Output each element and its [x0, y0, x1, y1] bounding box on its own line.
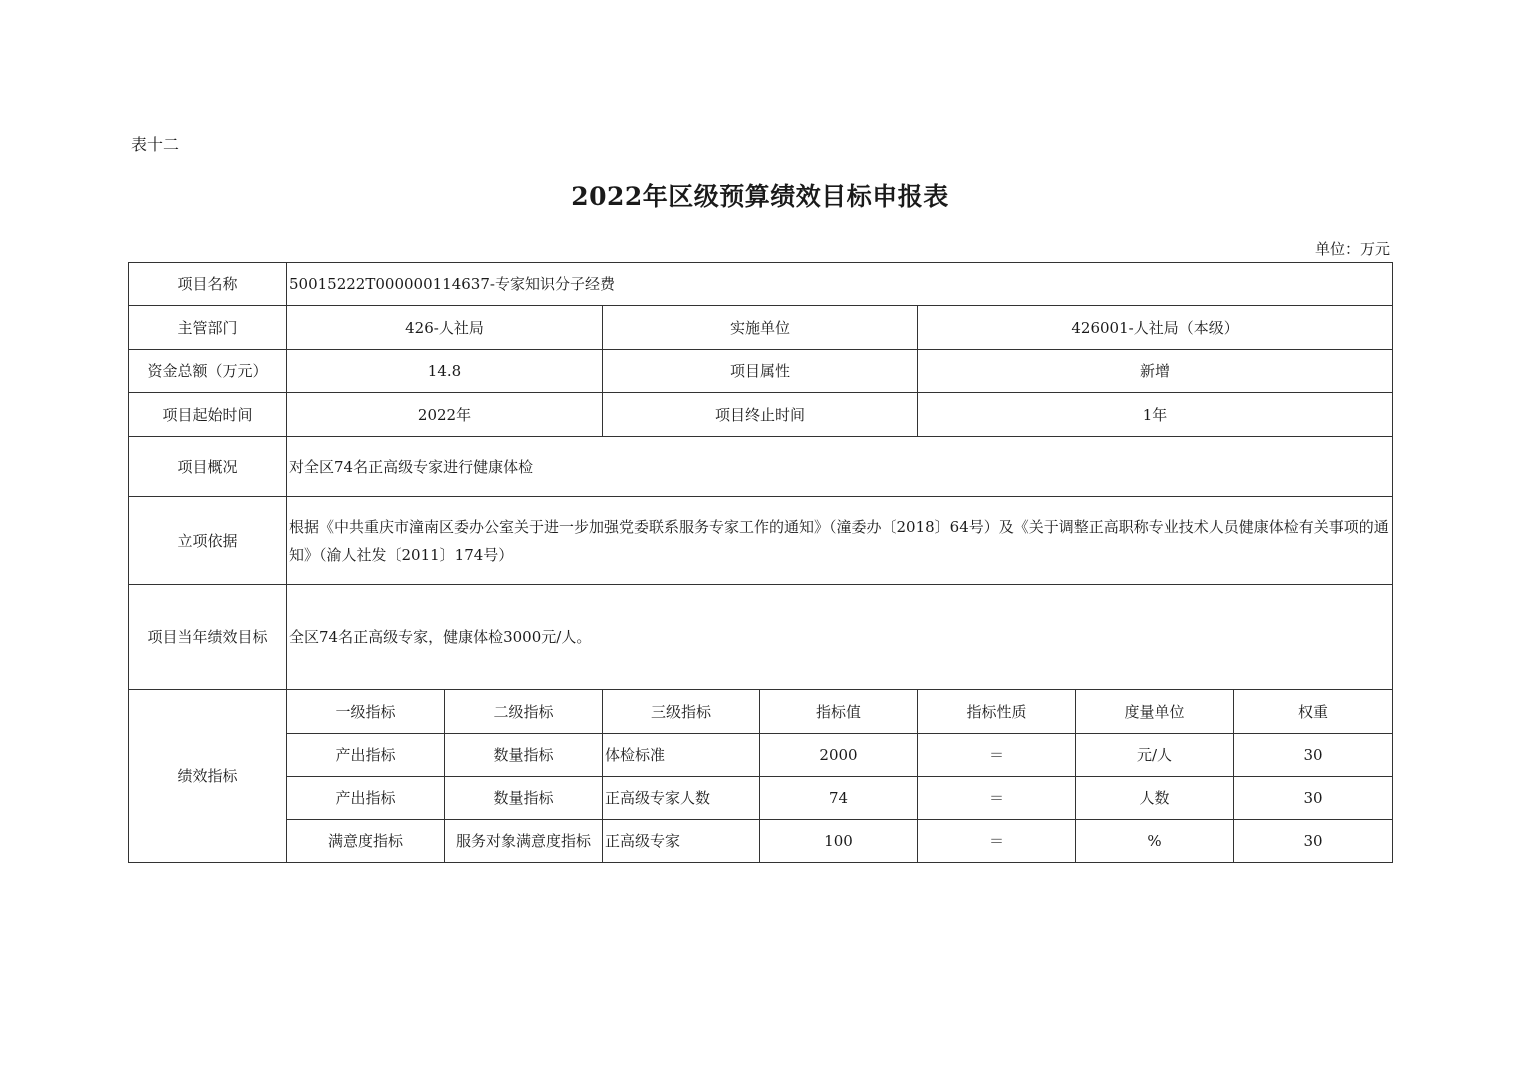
unit-cell: 人数	[1076, 777, 1234, 820]
table-number-label: 表十二	[131, 135, 180, 154]
indicator-row	[129, 734, 1393, 777]
level2-cell: 数量指标	[445, 777, 603, 820]
project-name-label: 项目名称	[129, 263, 287, 306]
row-overview	[129, 437, 1393, 497]
indicator-header-row	[129, 690, 1393, 734]
header-level1: 一级指标	[287, 690, 445, 734]
end-time-label: 项目终止时间	[603, 393, 918, 437]
implementing-unit-value: 426001-人社局（本级）	[918, 306, 1393, 350]
overview-value: 对全区74名正高级专家进行健康体检	[287, 437, 1393, 497]
end-time-value: 1年	[918, 393, 1393, 437]
nature-cell: ＝	[918, 820, 1076, 863]
row-project-name	[129, 263, 1393, 306]
level2-cell: 数量指标	[445, 734, 603, 777]
row-dates	[129, 393, 1393, 437]
department-value: 426-人社局	[287, 306, 603, 350]
project-attribute-label: 项目属性	[603, 350, 918, 393]
weight-cell: 30	[1234, 777, 1393, 820]
annual-goal-label: 项目当年绩效目标	[129, 585, 287, 690]
start-time-value: 2022年	[287, 393, 603, 437]
header-nature: 指标性质	[918, 690, 1076, 734]
level3-cell: 正高级专家	[603, 820, 760, 863]
unit-cell: %	[1076, 820, 1234, 863]
header-value: 指标值	[760, 690, 918, 734]
annual-goal-value: 全区74名正高级专家，健康体检3000元/人。	[287, 585, 1393, 690]
department-label: 主管部门	[129, 306, 287, 350]
level1-cell: 满意度指标	[287, 820, 445, 863]
value-cell: 74	[760, 777, 918, 820]
total-funds-value: 14.8	[287, 350, 603, 393]
implementing-unit-label: 实施单位	[603, 306, 918, 350]
level1-cell: 产出指标	[287, 734, 445, 777]
indicators-section-label: 绩效指标	[129, 690, 287, 863]
value-cell: 100	[760, 820, 918, 863]
indicator-row	[129, 820, 1393, 863]
row-funds	[129, 350, 1393, 393]
unit-cell: 元/人	[1076, 734, 1234, 777]
start-time-label: 项目起始时间	[129, 393, 287, 437]
level3-cell: 正高级专家人数	[603, 777, 760, 820]
level1-cell: 产出指标	[287, 777, 445, 820]
header-unit: 度量单位	[1076, 690, 1234, 734]
project-attribute-value: 新增	[918, 350, 1393, 393]
nature-cell: ＝	[918, 777, 1076, 820]
basis-value: 根据《中共重庆市潼南区委办公室关于进一步加强党委联系服务专家工作的通知》（潼委办〔2018〕64号）及《关于调整正高职称专业技术人员健康体检有关事项的通知》（渝人社发〔2011〕174号）	[287, 497, 1393, 585]
basis-label: 立项依据	[129, 497, 287, 585]
nature-cell: ＝	[918, 734, 1076, 777]
weight-cell: 30	[1234, 734, 1393, 777]
value-cell: 2000	[760, 734, 918, 777]
overview-label: 项目概况	[129, 437, 287, 497]
row-department	[129, 306, 1393, 350]
project-name-value: 50015222T000000114637-专家知识分子经费	[287, 263, 1393, 306]
level2-cell: 服务对象满意度指标	[445, 820, 603, 863]
row-annual-goal	[129, 585, 1393, 690]
unit-note: 单位：万元	[1314, 240, 1390, 258]
indicator-row	[129, 777, 1393, 820]
header-weight: 权重	[1234, 690, 1393, 734]
total-funds-label: 资金总额（万元）	[129, 350, 287, 393]
weight-cell: 30	[1234, 820, 1393, 863]
row-basis	[129, 497, 1393, 585]
level3-cell: 体检标准	[603, 734, 760, 777]
performance-target-table	[128, 262, 1393, 863]
header-level2: 二级指标	[445, 690, 603, 734]
document-title: 2022年区级预算绩效目标申报表	[571, 182, 949, 211]
header-level3: 三级指标	[603, 690, 760, 734]
